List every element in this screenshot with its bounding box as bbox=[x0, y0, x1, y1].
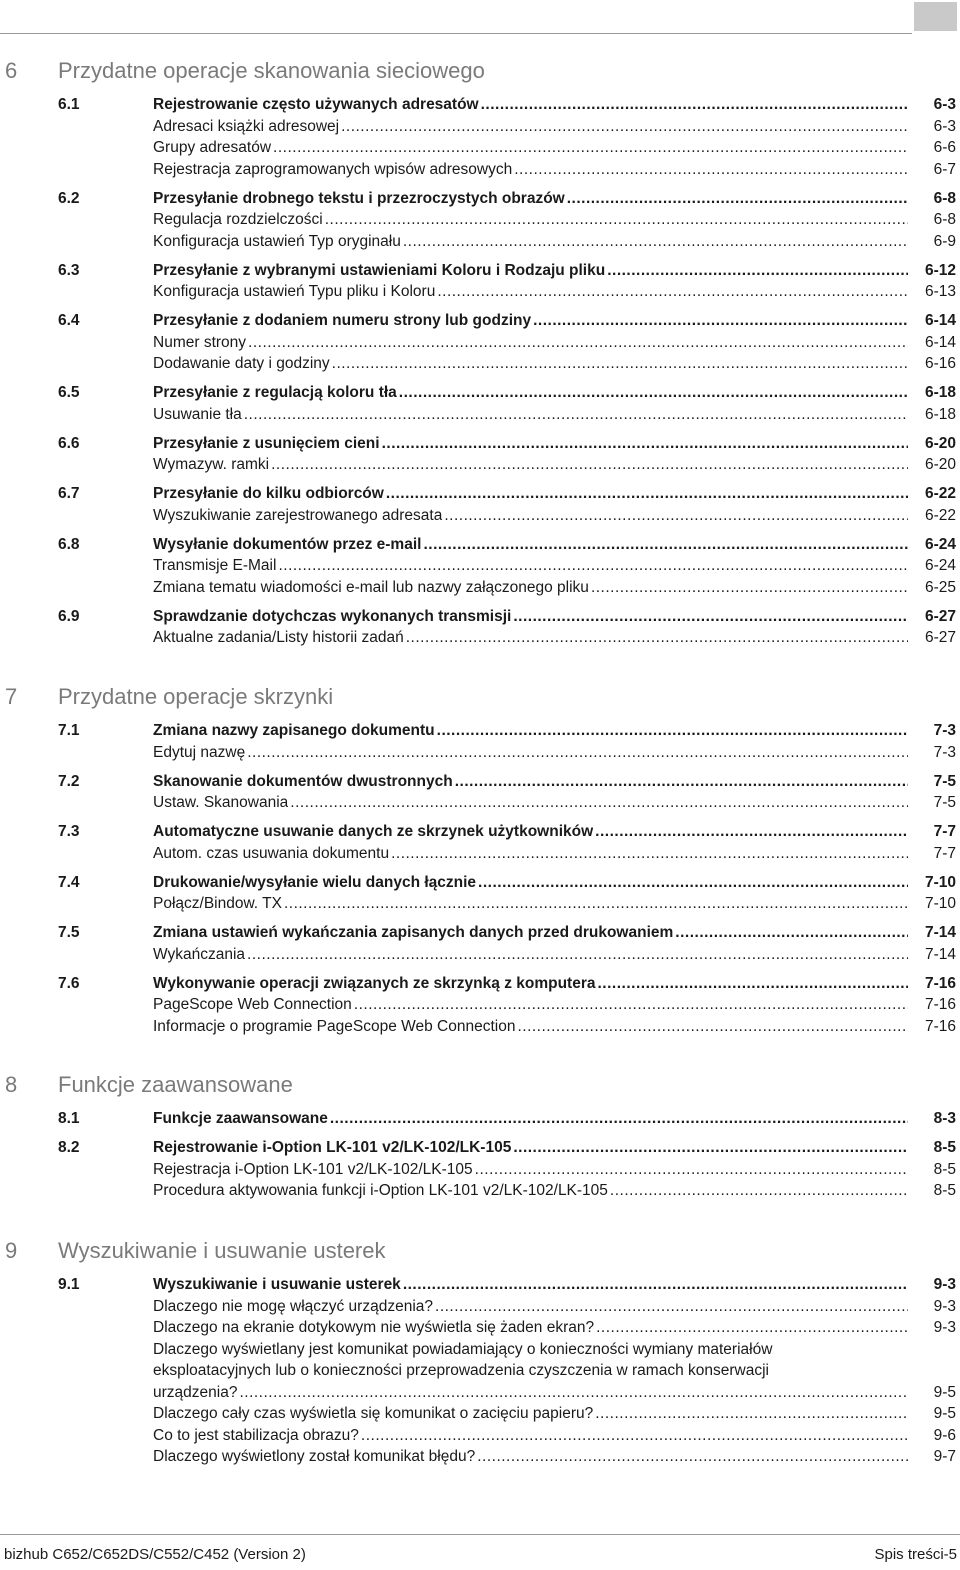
toc-subentry[interactable] bbox=[0, 994, 960, 1016]
toc-dot-leader bbox=[533, 310, 908, 332]
toc-dot-leader bbox=[361, 1425, 908, 1447]
toc-entry-title: Dlaczego nie mogę włączyć urządzenia? bbox=[153, 1297, 434, 1315]
toc-dot-leader bbox=[247, 742, 908, 764]
toc-entry-page: 6-8 bbox=[933, 211, 956, 228]
toc-section-entry[interactable] bbox=[0, 94, 960, 116]
toc-subentry[interactable] bbox=[0, 893, 960, 915]
toc-entry-number: 8.2 bbox=[58, 1139, 80, 1156]
toc-subentry[interactable] bbox=[0, 1382, 960, 1404]
toc-entry-page: 7-16 bbox=[924, 1017, 956, 1035]
toc-subentry[interactable] bbox=[0, 1296, 960, 1318]
toc-entry-title: Przesyłanie z wybranymi ustawieniami Koloru i Rodzaju pliku bbox=[153, 261, 606, 279]
toc-subentry[interactable] bbox=[0, 1446, 960, 1468]
toc-subentry[interactable] bbox=[0, 944, 960, 966]
toc-section-entry[interactable] bbox=[0, 872, 960, 894]
toc-entry-page: 6-24 bbox=[924, 557, 956, 574]
toc-entry-number: 8.1 bbox=[58, 1110, 80, 1127]
toc-subentry[interactable] bbox=[0, 281, 960, 303]
toc-section-entry[interactable] bbox=[0, 310, 960, 332]
toc-entry-number: 7.5 bbox=[58, 924, 80, 941]
toc-entry-title: Transmisje E-Mail bbox=[153, 557, 277, 574]
toc-entry-title: Rejestrowanie i-Option LK-101 v2/LK-102/LK-105 bbox=[153, 1139, 512, 1156]
toc-entry-title: Autom. czas usuwania dokumentu bbox=[153, 844, 390, 862]
toc-dot-leader bbox=[391, 843, 908, 865]
toc-dot-leader bbox=[596, 1317, 908, 1339]
toc-subentry[interactable] bbox=[0, 577, 960, 599]
toc-entry-page: 6-27 bbox=[924, 629, 956, 646]
toc-dot-leader bbox=[437, 281, 908, 303]
chapter-heading bbox=[0, 684, 960, 714]
toc-section-entry[interactable] bbox=[0, 382, 960, 404]
toc-entry-page: 9-3 bbox=[933, 1297, 956, 1315]
toc-entry-page: 6-14 bbox=[924, 333, 956, 351]
toc-entry-page: 8-5 bbox=[933, 1182, 956, 1199]
toc-entry-title: Zmiana ustawień wykańczania zapisanych danych przed drukowaniem bbox=[153, 924, 674, 941]
toc-entry-number: 6.1 bbox=[58, 96, 80, 113]
toc-subentry[interactable] bbox=[0, 209, 960, 231]
toc-entry-title: Zmiana nazwy zapisanego dokumentu bbox=[153, 722, 435, 739]
toc-entry-page: 6-3 bbox=[933, 96, 956, 113]
toc-entry-title: Sprawdzanie dotychczas wykonanych transmisji bbox=[153, 607, 512, 625]
toc-entry-page: 6-18 bbox=[924, 405, 956, 423]
toc-dot-leader bbox=[330, 1108, 908, 1130]
toc-dot-leader bbox=[595, 1403, 908, 1425]
toc-dot-leader bbox=[475, 1159, 908, 1181]
chapter-title: Przydatne operacje skrzynki bbox=[58, 684, 334, 709]
toc-entry-title: Procedura aktywowania funkcji i-Option LK-101 v2/LK-102/LK-105 bbox=[153, 1182, 608, 1199]
toc-entry-title: Automatyczne usuwanie danych ze skrzynek użytkowników bbox=[153, 823, 594, 840]
toc-entry-title: Wyszukiwanie zarejestrowanego adresata bbox=[153, 506, 443, 524]
toc-section-entry[interactable] bbox=[0, 483, 960, 505]
toc-dot-leader bbox=[513, 606, 908, 628]
toc-entry-title: Konfiguracja ustawień Typu pliku i Koloru bbox=[153, 283, 436, 300]
toc-entry-title: Skanowanie dokumentów dwustronnych bbox=[153, 772, 453, 790]
toc-dot-leader bbox=[591, 577, 908, 599]
toc-entry-number: 6.3 bbox=[58, 261, 80, 279]
toc-dot-leader bbox=[437, 720, 908, 742]
toc-entry-page: 7-14 bbox=[924, 945, 956, 963]
toc-subentry[interactable] bbox=[0, 505, 960, 527]
toc-entry-page: 6-20 bbox=[924, 456, 956, 473]
toc-entry-title: Przesyłanie z dodaniem numeru strony lub godziny bbox=[153, 312, 532, 329]
toc-entry-number: 6.2 bbox=[58, 189, 80, 207]
toc-dot-leader bbox=[610, 1180, 908, 1202]
toc-entry-number: 6.6 bbox=[58, 434, 80, 452]
toc-dot-leader bbox=[675, 922, 908, 944]
toc-entry-page: 6-13 bbox=[924, 283, 956, 300]
toc-dot-leader bbox=[598, 973, 909, 995]
toc-entry-page: 8-5 bbox=[933, 1160, 956, 1178]
toc-section-entry[interactable] bbox=[0, 771, 960, 793]
toc-subentry[interactable] bbox=[0, 555, 960, 577]
toc-entry-page: 6-7 bbox=[933, 160, 956, 178]
toc-entry-title: Konfiguracja ustawień Typ oryginału bbox=[153, 232, 401, 250]
toc-section-entry[interactable] bbox=[0, 606, 960, 628]
toc-entry-title: Wykonywanie operacji związanych ze skrzynką z komputera bbox=[153, 974, 596, 992]
toc-entry-title: Informacje o programie PageScope Web Connection bbox=[153, 1017, 516, 1035]
toc-entry-title: Funkcje zaawansowane bbox=[153, 1110, 328, 1127]
toc-entry-page: 7-16 bbox=[924, 974, 956, 992]
toc-entry-title: Rejestracja zaprogramowanych wpisów adresowych bbox=[153, 160, 513, 178]
toc-subentry[interactable] bbox=[0, 353, 960, 375]
toc-entry-page: 7-7 bbox=[933, 844, 956, 862]
toc-entry-page: 7-7 bbox=[933, 823, 956, 840]
toc-entry-title: Połącz/Bindow. TX bbox=[153, 895, 282, 912]
toc-subentry[interactable] bbox=[0, 454, 960, 476]
toc-entry-title: Ustaw. Skanowania bbox=[153, 794, 289, 811]
toc-section-entry[interactable] bbox=[0, 188, 960, 210]
toc-entry-title: Przesyłanie drobnego tekstu i przezroczystych obrazów bbox=[153, 189, 565, 207]
toc-entry-title: Co to jest stabilizacja obrazu? bbox=[153, 1426, 359, 1444]
toc-entry-title: PageScope Web Connection bbox=[153, 996, 352, 1013]
toc-dot-leader bbox=[239, 1382, 908, 1404]
toc-entry-page: 7-3 bbox=[933, 743, 956, 761]
toc-entry-title: Przesyłanie z usunięciem cieni bbox=[153, 434, 380, 452]
toc-entry-page: 9-3 bbox=[933, 1319, 956, 1336]
toc-entry-number: 7.3 bbox=[58, 823, 80, 840]
toc-entry-page: 6-12 bbox=[924, 261, 956, 279]
toc-entry-page: 6-16 bbox=[924, 355, 956, 372]
toc-subentry-multiline[interactable] bbox=[0, 1339, 960, 1404]
toc-section-entry[interactable] bbox=[0, 1137, 960, 1159]
toc-dot-leader bbox=[403, 231, 908, 253]
toc-entry-title: Przesyłanie do kilku odbiorców bbox=[153, 485, 384, 502]
toc-dot-leader bbox=[399, 382, 908, 404]
toc-entry-page: 6-27 bbox=[924, 607, 956, 625]
toc-section-entry[interactable] bbox=[0, 433, 960, 455]
footer-page-number: Spis treści-5 bbox=[874, 1546, 957, 1563]
toc-entry-title: Usuwanie tła bbox=[153, 405, 242, 423]
chapter-number: 6 bbox=[5, 58, 18, 83]
toc-entry-page: 6-22 bbox=[924, 506, 956, 524]
toc-dot-leader bbox=[477, 1446, 908, 1468]
footer-product-name: bizhub C652/C652DS/C552/C452 (Version 2) bbox=[4, 1546, 306, 1563]
toc-entry-page: 6-20 bbox=[924, 434, 956, 452]
header-rule bbox=[0, 33, 912, 34]
toc-entry-title: Edytuj nazwę bbox=[153, 743, 246, 761]
toc-subentry[interactable] bbox=[0, 1425, 960, 1447]
toc-entry-number: 7.1 bbox=[58, 722, 80, 739]
toc-entry-title: Aktualne zadania/Listy historii zadań bbox=[153, 629, 404, 646]
chapter-title: Przydatne operacje skanowania sieciowego bbox=[58, 58, 485, 83]
toc-dot-leader bbox=[332, 353, 908, 375]
toc-section-entry[interactable] bbox=[0, 821, 960, 843]
toc-dot-leader bbox=[595, 821, 908, 843]
toc-subentry[interactable] bbox=[0, 1180, 960, 1202]
toc-dot-leader bbox=[325, 209, 908, 231]
chapter-number: 8 bbox=[5, 1072, 18, 1097]
toc-dot-leader bbox=[354, 994, 908, 1016]
toc-dot-leader bbox=[403, 1274, 908, 1296]
toc-entry-title: Rejestracja i-Option LK-101 v2/LK-102/LK-105 bbox=[153, 1160, 473, 1178]
footer-rule bbox=[0, 1534, 960, 1535]
toc-section-entry[interactable] bbox=[0, 1108, 960, 1130]
toc-dot-leader bbox=[244, 404, 908, 426]
header-tab-block bbox=[914, 2, 957, 31]
toc-entry-title: Wykańczania bbox=[153, 945, 246, 963]
toc-entry-page: 6-9 bbox=[933, 232, 956, 250]
toc-entry-page: 8-5 bbox=[933, 1139, 956, 1156]
toc-entry-title: Dlaczego cały czas wyświetla się komunikat o zacięciu papieru? bbox=[153, 1405, 594, 1422]
toc-entry-page: 6-14 bbox=[924, 312, 956, 329]
toc-subentry[interactable] bbox=[0, 1159, 960, 1181]
toc-entry-title: Regulacja rozdzielczości bbox=[153, 211, 323, 228]
toc-subentry[interactable] bbox=[0, 742, 960, 764]
toc-dot-leader bbox=[481, 94, 908, 116]
toc-entry-page: 7-5 bbox=[933, 794, 956, 811]
toc-entry-page: 7-10 bbox=[924, 873, 956, 891]
toc-dot-leader bbox=[247, 944, 908, 966]
toc-entry-page: 6-24 bbox=[924, 535, 956, 553]
toc-dot-leader bbox=[567, 188, 908, 210]
toc-entry-title: Wyszukiwanie i usuwanie usterek bbox=[153, 1276, 401, 1293]
toc-entry-number: 6.7 bbox=[58, 485, 80, 502]
toc-entry-number: 9.1 bbox=[58, 1276, 80, 1293]
toc-subentry[interactable] bbox=[0, 843, 960, 865]
toc-subentry[interactable] bbox=[0, 1403, 960, 1425]
toc-subentry[interactable] bbox=[0, 792, 960, 814]
toc-entry-title: Drukowanie/wysyłanie wielu danych łącznie bbox=[153, 873, 477, 891]
toc-section-entry[interactable] bbox=[0, 534, 960, 556]
toc-dot-leader bbox=[284, 893, 908, 915]
toc-entry-number: 6.5 bbox=[58, 384, 80, 401]
toc-entry-title: Zmiana tematu wiadomości e-mail lub nazwy załączonego pliku bbox=[153, 578, 589, 596]
chapter-number: 7 bbox=[5, 684, 18, 709]
toc-subentry[interactable] bbox=[0, 116, 960, 138]
toc-entry-page: 6-18 bbox=[924, 384, 956, 401]
toc-entry-title: Przesyłanie z regulacją koloru tła bbox=[153, 384, 397, 401]
toc-dot-leader bbox=[271, 454, 908, 476]
chapter-9 bbox=[0, 1238, 960, 1468]
toc-subentry[interactable] bbox=[0, 1317, 960, 1339]
toc-entry-page: 7-10 bbox=[924, 895, 956, 912]
toc-entry-title: Numer strony bbox=[153, 333, 247, 351]
toc-section-entry[interactable] bbox=[0, 720, 960, 742]
toc-dot-leader bbox=[444, 505, 908, 527]
toc-dot-leader bbox=[248, 332, 908, 354]
toc-entry-number: 6.8 bbox=[58, 535, 80, 553]
toc-dot-leader bbox=[607, 260, 908, 282]
chapter-title: Wyszukiwanie i usuwanie usterek bbox=[58, 1238, 386, 1263]
toc-entry-page: 9-3 bbox=[933, 1276, 956, 1293]
toc-section-entry[interactable] bbox=[0, 1274, 960, 1296]
chapter-heading bbox=[0, 1238, 960, 1268]
toc-entry-title: Wysyłanie dokumentów przez e-mail bbox=[153, 535, 422, 553]
toc-dot-leader bbox=[435, 1296, 908, 1318]
toc-entry-title-line: eksploatacyjnych lub o konieczności przeprowadzenia czyszczenia w ramach konserwacji bbox=[153, 1362, 769, 1379]
toc-dot-leader bbox=[341, 116, 908, 138]
toc-entry-page: 6-25 bbox=[924, 578, 956, 596]
toc-dot-leader bbox=[382, 433, 908, 455]
toc-entry-title-line: Dlaczego wyświetlany jest komunikat powiadamiający o konieczności wymiany materiałów bbox=[153, 1340, 773, 1358]
chapter-heading bbox=[0, 1072, 960, 1102]
toc-entry-page: 9-7 bbox=[933, 1448, 956, 1465]
toc-entry-title: Dodawanie daty i godziny bbox=[153, 355, 330, 372]
toc-entry-title: Wymazyw. ramki bbox=[153, 456, 270, 473]
toc-subentry[interactable] bbox=[0, 137, 960, 159]
toc-subentry[interactable] bbox=[0, 404, 960, 426]
toc-dot-leader bbox=[455, 771, 908, 793]
toc-entry-title: Dlaczego wyświetlony został komunikat błędu? bbox=[153, 1448, 476, 1465]
chapter-heading bbox=[0, 58, 960, 88]
toc-entry-title: Adresaci książki adresowej bbox=[153, 117, 340, 135]
toc-entry-title: Grupy adresatów bbox=[153, 139, 272, 156]
toc-dot-leader bbox=[513, 1137, 908, 1159]
toc-entry-title: Rejestrowanie często używanych adresatów bbox=[153, 96, 479, 113]
toc-entry-title: Dlaczego na ekranie dotykowym nie wyświetla się żaden ekran? bbox=[153, 1319, 595, 1336]
toc-dot-leader bbox=[386, 483, 908, 505]
toc-section-entry[interactable] bbox=[0, 973, 960, 995]
toc-entry-number: 7.2 bbox=[58, 772, 80, 790]
toc-subentry[interactable] bbox=[0, 231, 960, 253]
toc-entry-page: 6-6 bbox=[933, 139, 956, 156]
toc-entry-page: 7-5 bbox=[933, 772, 956, 790]
toc-section-entry[interactable] bbox=[0, 260, 960, 282]
toc-entry-title: urządzenia? bbox=[153, 1383, 238, 1401]
toc-entry-page: 6-22 bbox=[924, 485, 956, 502]
toc-dot-leader bbox=[406, 627, 908, 649]
toc-entry-page: 8-3 bbox=[933, 1110, 956, 1127]
toc-entry-page: 9-6 bbox=[933, 1426, 956, 1444]
toc-dot-leader bbox=[517, 1016, 908, 1038]
toc-subentry[interactable] bbox=[0, 627, 960, 649]
toc-dot-leader bbox=[290, 792, 908, 814]
toc-entry-number: 7.4 bbox=[58, 873, 80, 891]
toc-dot-leader bbox=[478, 872, 908, 894]
toc-dot-leader bbox=[423, 534, 908, 556]
toc-subentry[interactable] bbox=[0, 159, 960, 181]
toc-entry-number: 7.6 bbox=[58, 974, 80, 992]
chapter-8 bbox=[0, 1072, 960, 1202]
toc-entry-page: 6-8 bbox=[933, 189, 956, 207]
toc-entry-number: 6.4 bbox=[58, 312, 80, 329]
toc-entry-page: 7-3 bbox=[933, 722, 956, 739]
toc-entry-page: 7-14 bbox=[924, 924, 956, 941]
toc-entry-page: 9-5 bbox=[933, 1383, 956, 1401]
chapter-6 bbox=[0, 58, 960, 649]
chapter-number: 9 bbox=[5, 1238, 18, 1263]
toc-section-entry[interactable] bbox=[0, 922, 960, 944]
toc-dot-leader bbox=[514, 159, 908, 181]
toc-entry-number: 6.9 bbox=[58, 607, 80, 625]
toc-subentry[interactable] bbox=[0, 332, 960, 354]
chapter-title: Funkcje zaawansowane bbox=[58, 1072, 293, 1097]
toc-dot-leader bbox=[278, 555, 908, 577]
toc-entry-page: 6-3 bbox=[933, 117, 956, 135]
toc-entry-page: 9-5 bbox=[933, 1405, 956, 1422]
toc-dot-leader bbox=[273, 137, 908, 159]
chapter-7 bbox=[0, 684, 960, 1037]
toc-entry-page: 7-16 bbox=[924, 996, 956, 1013]
toc-subentry[interactable] bbox=[0, 1016, 960, 1038]
